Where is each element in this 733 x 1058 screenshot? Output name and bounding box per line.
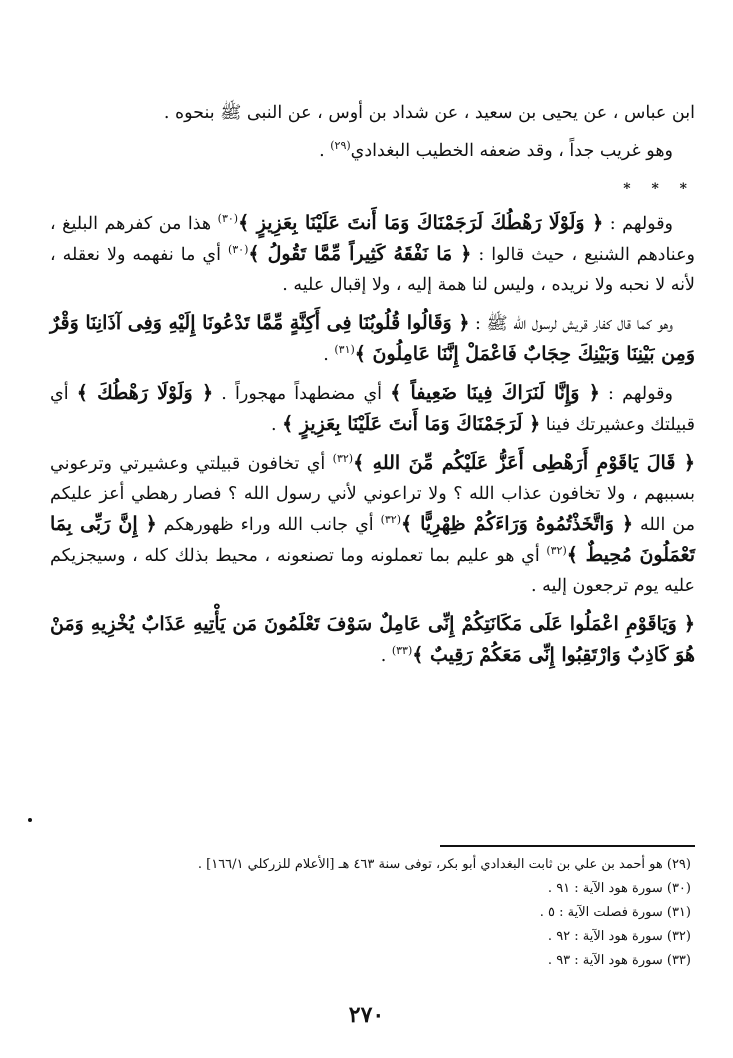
footnote-32: (٣٢) سورة هود الآية : ٩٢ . <box>547 929 691 944</box>
text: أي هو عليم بما تعملونه وما تصنعونه ، محيط بذلك كله ، وسيجزيكم عليه يوم ترجعون إليه . <box>50 546 695 596</box>
text: وهو غريب جداً ، وقد ضعفه الخطيب البغدادي <box>350 141 673 161</box>
quran-verse: ﴿ وَاتَّخَذْتُمُوهُ وَرَاءَكُمْ ظِهْرِيًّا ﴾ <box>401 513 634 535</box>
footnote-33: (٣٣) سورة هود الآية : ٩٣ . <box>547 953 691 968</box>
text: . <box>323 345 335 365</box>
text: وقولهم : <box>603 214 674 234</box>
section-divider: * * * <box>623 181 695 197</box>
page-number: ٢٧٠ <box>348 1002 385 1028</box>
footnote-ref: (٣٢) <box>332 452 354 466</box>
footnote-ref: (٣١) <box>334 343 355 357</box>
text: أي قبيلتك وعشيرتك فينا <box>50 384 695 435</box>
text: أي جانب الله وراء ظهورهكم <box>156 515 381 535</box>
paragraph-3 <box>50 208 695 300</box>
text: وهو كما قال كفار قريش لرسول الله ﷺ : <box>469 314 673 334</box>
footnote-30: (٣٠) سورة هود الآية : ٩١ . <box>547 881 691 896</box>
text: . <box>319 141 331 161</box>
text: أي مضطهداً مهجوراً . <box>221 384 391 404</box>
paragraph-5 <box>50 378 695 440</box>
footnote-ref: (٢٩) <box>330 139 351 153</box>
footnotes <box>60 853 691 973</box>
footnote-31: (٣١) سورة فصلت الآية : ٥ . <box>539 905 691 920</box>
text: ابن عباس ، عن يحيى بن سعيد ، عن شداد بن أوس ، عن النبى ﷺ بنحوه . <box>163 103 695 123</box>
quran-verse: ﴿ وَلَوْلَا رَهْطُكَ ﴾ <box>76 382 214 404</box>
quran-verse: ﴿ مَا نَفْقَهُ كَثِيراً مِّمَّا تَقُولُ ﴾ <box>248 243 472 265</box>
margin-dot <box>28 818 32 822</box>
paragraph-6 <box>50 448 695 601</box>
quran-verse: ﴿ وَإِنَّا لَنَرَاكَ فِينَا ضَعِيفاً ﴾ <box>390 382 600 404</box>
text: أي ما نفهمه ولا نعقله ، لأنه لا نحبه ولا نريده ، وليس لنا همة إليه ، ولا إقبال عليه . <box>50 245 695 295</box>
quran-verse: ﴿ وَيَاقَوْمِ اعْمَلُوا عَلَى مَكَانَتِكُمْ إِنِّى عَامِلٌ سَوْفَ تَعْلَمُونَ مَن يَأْتِيهِ عَذَابٌ يُخْزِيهِ وَمَنْ هُوَ كَاذِبٌ وَارْتَقِبُوا إِنِّى مَعَكُمْ رَقِيبٌ ﴾ <box>50 613 695 666</box>
quran-verse: ﴿ لَرَجَمْنَاكَ وَمَا أَنتَ عَلَيْنَا بِعَزِيزٍ ﴾ <box>282 413 541 435</box>
footnote-ref: (٣٢) <box>546 544 567 558</box>
text: . <box>270 415 283 435</box>
quran-verse: ﴿ قَالَ يَاقَوْمِ أَرَهْطِى أَعَزُّ عَلَيْكُم مِّنَ اللهِ ﴾ <box>353 452 695 474</box>
paragraph-2 <box>50 136 695 166</box>
footnote-ref: (٣٠) <box>227 243 249 257</box>
footnote-divider <box>440 845 695 847</box>
paragraph-4 <box>50 308 695 370</box>
footnote-ref: (٣٣) <box>391 644 413 658</box>
text: . <box>380 646 392 666</box>
main-text <box>50 98 695 679</box>
paragraph-7 <box>50 609 695 671</box>
text: هذا من كفرهم البليغ ، وعنادهم الشنيع ، حيث قالوا : <box>50 214 695 265</box>
footnote-29: (٢٩) هو أحمد بن علي بن ثابت البغدادي أبو بكر، توفى سنة ٤٦٣ هـ [الأعلام للزركلي ١٦٦/١] . <box>197 857 691 872</box>
text: أي تخافون قبيلتي وعشيرتي وترعوني بسببهم ، ولا تخافون عذاب الله ؟ ولا تراعوني لأني رسول الله ؟ فصار رهطي أعز عليكم من الله <box>50 454 695 535</box>
footnote-ref: (٣٠) <box>217 212 239 226</box>
footnote-ref: (٣٢) <box>380 513 402 527</box>
paragraph-1 <box>50 98 695 128</box>
text: وقولهم : <box>599 384 673 404</box>
quran-verse: ﴿ وَلَوْلَا رَهْطُكَ لَرَجَمْنَاكَ وَمَا أَنتَ عَلَيْنَا بِعَزِيزٍ ﴾ <box>238 212 604 234</box>
quran-verse: ﴿ إِنَّ رَبِّى بِمَا تَعْمَلُونَ مُحِيطٌ ﴾ <box>50 513 695 566</box>
quran-verse: ﴿ وَقَالُوا قُلُوبُنَا فِى أَكِنَّةٍ مِّمَّا تَدْعُونَا إِلَيْهِ وَفِى آذَانِنَا وَقْرٌ وَمِن بَيْنِنَا وَبَيْنِكَ حِجَابٌ فَاعْمَلْ إِنَّنَا عَامِلُونَ ﴾ <box>50 312 695 365</box>
